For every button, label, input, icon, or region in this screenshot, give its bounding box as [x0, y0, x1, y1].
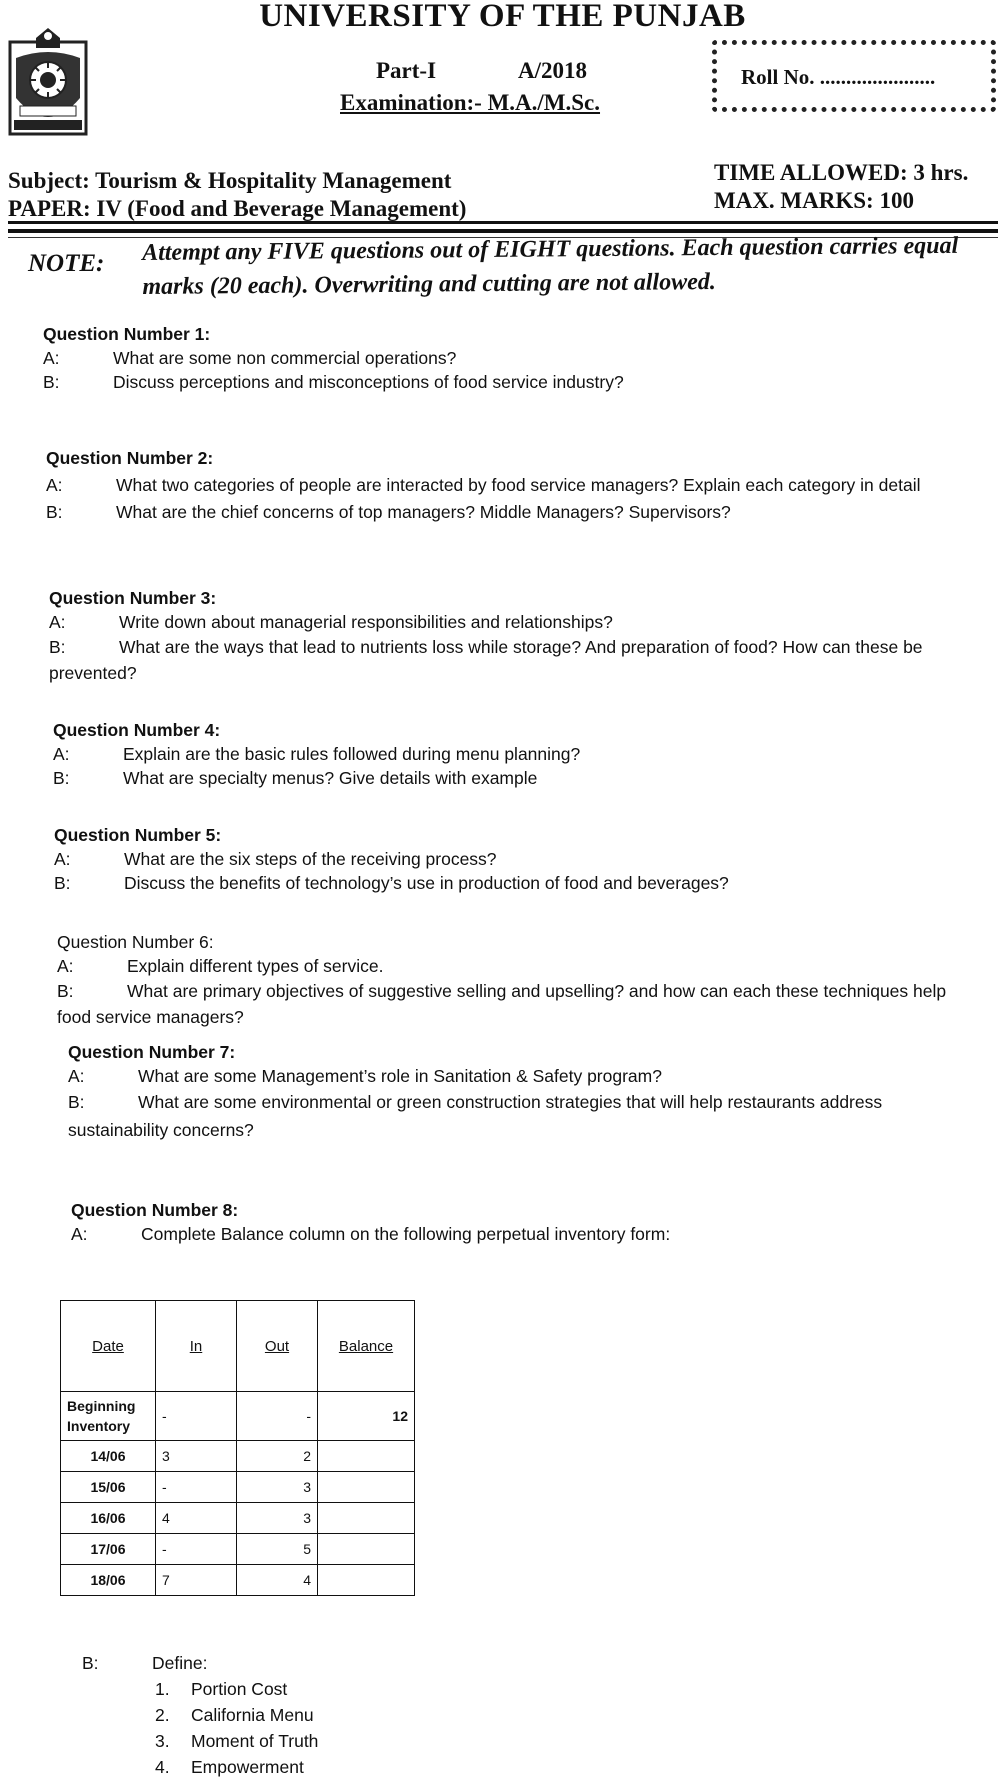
table-header-row [61, 1301, 415, 1392]
list-number: 2. [155, 1705, 170, 1725]
column-header-balance: Balance [318, 1301, 415, 1392]
university-crest-logo [8, 28, 88, 138]
question-heading: Question Number 4: [53, 720, 221, 740]
cell-out: 2 [237, 1441, 318, 1472]
part-label: A: [68, 1066, 85, 1086]
cell-balance[interactable]: 12 [318, 1392, 415, 1441]
define-title: Define: [152, 1653, 208, 1673]
list-item [155, 1754, 318, 1780]
table-row [61, 1503, 415, 1534]
part-label: B: [54, 873, 71, 893]
cell-date: 16/06 [61, 1503, 156, 1534]
cell-date: 15/06 [61, 1472, 156, 1503]
question-heading: Question Number 3: [49, 588, 217, 608]
question-1 [43, 322, 624, 394]
list-number: 3. [155, 1731, 170, 1751]
question-text: Discuss perceptions and misconceptions of food service industry? [113, 372, 624, 392]
roll-number-box [712, 40, 996, 112]
cell-out: 3 [237, 1503, 318, 1534]
column-header-out: Out [237, 1301, 318, 1392]
cell-balance[interactable] [318, 1503, 415, 1534]
session-label: A/2018 [518, 58, 587, 83]
cell-out: - [237, 1392, 318, 1441]
question-heading: Question Number 8: [71, 1200, 239, 1220]
part-label: B: [57, 981, 74, 1001]
question-text: What are some environmental or green construction strategies that will help restaurants address sustainability concerns? [68, 1092, 883, 1140]
part-label: B: [49, 637, 66, 657]
table-row [61, 1392, 415, 1441]
question-3 [49, 586, 969, 686]
list-item [155, 1676, 318, 1702]
list-text: Empowerment [191, 1757, 304, 1777]
table-row [61, 1534, 415, 1565]
question-heading: Question Number 5: [54, 825, 222, 845]
part-label: A: [53, 744, 70, 764]
part-label: A: [43, 348, 60, 368]
part-label: B: [68, 1092, 85, 1112]
question-text: What are the ways that lead to nutrients loss while storage? And preparation of food? How can these be prevented? [49, 637, 923, 683]
roll-number-field[interactable]: Roll No. ...................... [741, 65, 936, 89]
cell-in: - [156, 1392, 237, 1441]
cell-date: 18/06 [61, 1565, 156, 1596]
part-label: B: [82, 1653, 99, 1673]
question-2 [46, 446, 966, 524]
question-text: What are some non commercial operations? [113, 348, 457, 368]
list-text: California Menu [191, 1705, 314, 1725]
question-heading: Question Number 7: [68, 1042, 236, 1062]
question-text: Write down about managerial responsibilities and relationships? [119, 612, 613, 632]
cell-date: Beginning Inventory [61, 1392, 156, 1441]
max-marks: MAX. MARKS: 100 [714, 188, 914, 213]
table-row [61, 1565, 415, 1596]
question-8-part-b [82, 1650, 207, 1676]
question-4 [53, 718, 580, 790]
list-item [155, 1728, 318, 1754]
question-text: Explain are the basic rules followed during menu planning? [123, 744, 581, 764]
cell-out: 4 [237, 1565, 318, 1596]
part-label: A: [71, 1224, 88, 1244]
cell-in: 3 [156, 1441, 237, 1472]
cell-balance[interactable] [318, 1565, 415, 1596]
part-label: B: [53, 768, 70, 788]
question-text: Complete Balance column on the following perpetual inventory form: [141, 1224, 671, 1244]
part-label: A: [46, 475, 63, 495]
table-row [61, 1472, 415, 1503]
question-heading: Question Number 6: [57, 932, 214, 952]
university-title: UNIVERSITY OF THE PUNJAB [259, 0, 746, 34]
part-label: A: [54, 849, 71, 869]
question-7 [68, 1040, 948, 1144]
list-item [155, 1702, 318, 1728]
cell-out: 3 [237, 1472, 318, 1503]
note-label: NOTE: [28, 250, 105, 277]
examination-label: Examination:- M.A./M.Sc. [340, 90, 601, 115]
cell-balance[interactable] [318, 1472, 415, 1503]
list-number: 4. [155, 1757, 170, 1777]
cell-in: - [156, 1472, 237, 1503]
cell-in: - [156, 1534, 237, 1565]
cell-in: 4 [156, 1503, 237, 1534]
question-heading: Question Number 2: [46, 448, 214, 468]
cell-date: 14/06 [61, 1441, 156, 1472]
cell-date: 17/06 [61, 1534, 156, 1565]
part-label: Part-I [376, 58, 437, 83]
list-number: 1. [155, 1679, 170, 1699]
column-header-date: Date [61, 1301, 156, 1392]
question-text: What are specialty menus? Give details with example [123, 768, 538, 788]
paper-line: PAPER: IV (Food and Beverage Management) [8, 196, 467, 221]
question-6 [57, 930, 947, 1030]
subject-line: Subject: Tourism & Hospitality Management [8, 168, 452, 193]
part-label: A: [49, 612, 66, 632]
question-heading: Question Number 1: [43, 324, 211, 344]
cell-out: 5 [237, 1534, 318, 1565]
question-text: What are some Management’s role in Sanitation & Safety program? [138, 1066, 662, 1086]
question-text: Discuss the benefits of technology’s use in production of food and beverages? [124, 873, 729, 893]
perpetual-inventory-table [60, 1300, 415, 1596]
cell-balance[interactable] [318, 1441, 415, 1472]
question-text: What two categories of people are interacted by food service managers? Explain each category in detail [116, 475, 921, 495]
question-5 [54, 823, 729, 895]
define-list [155, 1676, 318, 1780]
cell-in: 7 [156, 1565, 237, 1596]
question-text: Explain different types of service. [127, 956, 384, 976]
question-text: What are the chief concerns of top managers? Middle Managers? Supervisors? [116, 502, 731, 522]
time-allowed: TIME ALLOWED: 3 hrs. [714, 160, 969, 185]
part-label: A: [57, 956, 74, 976]
note-text: Attempt any FIVE questions out of EIGHT questions. Each question carries equal marks (20 each). Overwriting and cutting are not allowed. [142, 232, 959, 300]
question-8 [71, 1198, 670, 1246]
cell-balance[interactable] [318, 1534, 415, 1565]
column-header-in: In [156, 1301, 237, 1392]
question-text: What are primary objectives of suggestive selling and upselling? and how can each these techniques help food service managers? [57, 981, 947, 1027]
list-text: Moment of Truth [191, 1731, 319, 1751]
list-text: Portion Cost [191, 1679, 288, 1699]
header-divider [8, 221, 998, 224]
part-label: B: [46, 502, 63, 522]
table-row [61, 1441, 415, 1472]
question-text: What are the six steps of the receiving process? [124, 849, 497, 869]
part-label: B: [43, 372, 60, 392]
